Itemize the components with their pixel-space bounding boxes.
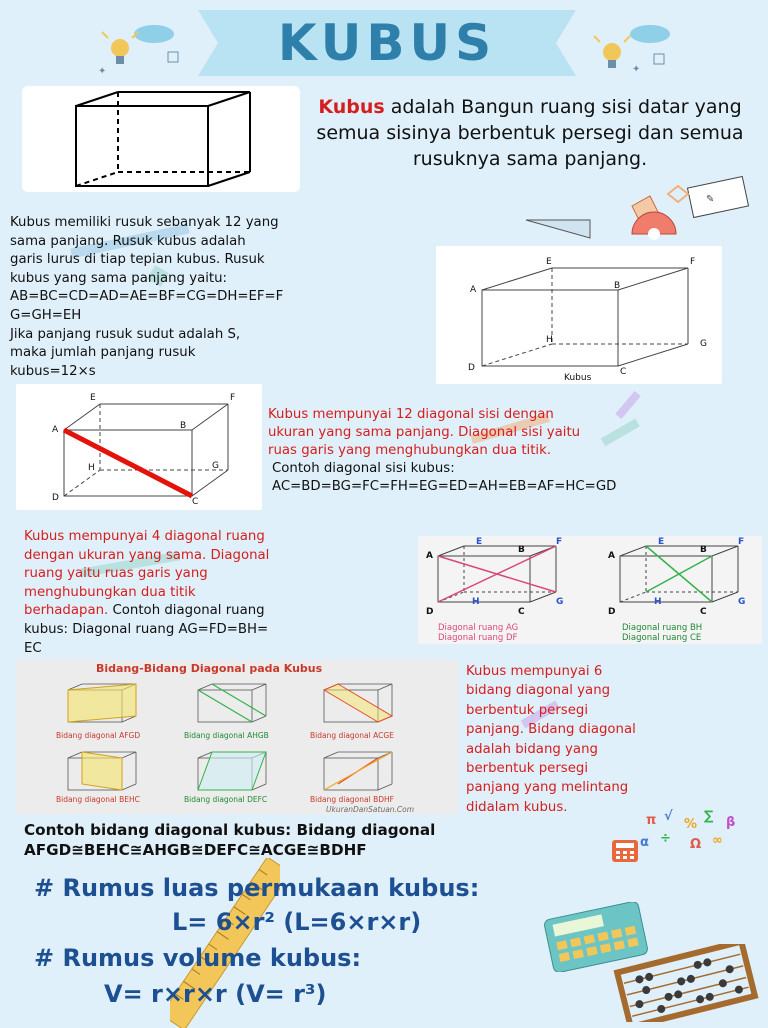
diagonal-planes-line: bidang diagonal yang [466, 683, 611, 699]
diagonal-planes-line: adalah bidang yang [466, 741, 598, 757]
cube-figure [22, 86, 300, 192]
face-diagonal-example-line: Contoh diagonal sisi kubus: [272, 461, 455, 476]
caption-plane-ahgb: Bidang diagonal AHGB [184, 731, 269, 740]
diagonal-planes-example [24, 820, 624, 860]
face-diagonal-paragraph [268, 406, 758, 460]
svg-text:÷: ÷ [660, 831, 671, 846]
space-diagonal-mixed-line [24, 602, 424, 621]
idea-bulb-icon-right [592, 18, 682, 76]
vertex-label-d: D [608, 607, 616, 617]
vertex-label-g: G [212, 461, 219, 471]
diagonal-planes-drawing [16, 660, 458, 814]
diagonal-planes-line: berbentuk persegi [466, 702, 589, 718]
caption-diagonal-ce: Diagonal ruang CE [622, 633, 702, 643]
svg-text:∑: ∑ [704, 809, 714, 824]
vertex-label-d: D [52, 493, 59, 503]
vertex-label-f: F [690, 257, 696, 267]
face-diagonal-line [64, 430, 192, 496]
edges-line: AB=BC=CD=AD=AE=BF=CG=DH=EF=F [10, 289, 284, 305]
vertex-label-h: H [546, 335, 553, 345]
vertex-label-e: E [658, 537, 665, 547]
intro-definition [300, 94, 760, 172]
vertex-label-a: A [52, 425, 59, 435]
svg-text:✦: ✦ [98, 66, 107, 76]
svg-text:Ω: Ω [690, 837, 702, 852]
svg-text:α: α [640, 835, 649, 850]
svg-text:∞: ∞ [712, 833, 723, 848]
vertex-label-c: C [192, 497, 199, 507]
edges-paragraph [10, 214, 420, 381]
space-diagonal-figure [418, 536, 762, 644]
caption-diagonal-ag: Diagonal ruang AG [438, 623, 519, 633]
face-diagonal-line-text: Kubus mempunyai 12 diagonal sisi dengan [268, 407, 554, 422]
vertex-label-c: C [518, 607, 525, 617]
diagonal-planes-figure [16, 660, 458, 814]
vertex-label-h: H [654, 597, 662, 607]
vertex-label-c: C [700, 607, 707, 617]
diagonal-planes-line: berbentuk persegi [466, 761, 589, 777]
caption-plane-bdhf: Bidang diagonal BDHF [310, 795, 394, 804]
caption-plane-acge: Bidang diagonal ACGE [310, 731, 394, 740]
face-diagonal-figure [16, 384, 262, 510]
intro-keyword: Kubus [318, 96, 385, 118]
vertex-label-b: B [180, 421, 187, 431]
svg-text:%: % [684, 817, 698, 832]
diagonal-planes-line: Kubus mempunyai 6 [466, 664, 603, 679]
page-title: KUBUS [277, 14, 497, 72]
vertex-label-g: G [738, 597, 746, 607]
vertex-label-a: A [426, 551, 433, 561]
edges-line: sama panjang. Rusuk kubus adalah [10, 233, 246, 249]
idea-bulb-icon-left [96, 18, 186, 76]
diagonal-planes-example-line: AFGD≅BEHC≅AHGB≅DEFC≅ACGE≅BDHF [24, 841, 367, 859]
cube-caption: Kubus [564, 373, 592, 383]
space-diagonal-example-line: kubus: Diagonal ruang AG=FD=BH= [24, 621, 269, 637]
caption-diagonal-bh: Diagonal ruang BH [622, 623, 703, 633]
space-diagonal-line-text: Kubus mempunyai 4 diagonal ruang [24, 529, 265, 544]
watermark: UkuranDanSatuan.Com [326, 805, 415, 814]
edges-line: G=GH=EH [10, 307, 82, 323]
abacus-icon [612, 944, 762, 1022]
svg-text:✎: ✎ [706, 194, 715, 205]
face-diagonal-example [272, 460, 752, 496]
surface-area-heading: # Rumus luas permukaan kubus: [34, 874, 480, 902]
vertex-label-a: A [608, 551, 615, 561]
volume-heading: # Rumus volume kubus: [34, 944, 362, 972]
surface-area-formula: L= 6×r² (L=6×r×r) [172, 908, 422, 936]
caption-plane-afgd: Bidang diagonal AFGD [56, 731, 141, 740]
edges-line: kubus=12×s [10, 363, 96, 379]
diagonal-planes-paragraph [466, 662, 762, 817]
space-diagonal-line-text: menghubungkan dua titik [24, 584, 196, 600]
svg-text:β: β [726, 815, 736, 830]
vertex-label-b: B [518, 545, 525, 555]
space-diagonal-line-text: dengan ukuran yang sama. Diagonal [24, 547, 270, 563]
vertex-label-b: B [614, 281, 621, 291]
space-diagonal-line-text: berhadapan. [24, 603, 109, 619]
vertex-label-d: D [426, 607, 434, 617]
vertex-label-f: F [738, 537, 745, 547]
space-diagonal-example-intro: Contoh diagonal ruang [108, 603, 265, 619]
diagonal-planes-line: didalam kubus. [466, 799, 568, 815]
space-diagonal-paragraph [24, 528, 424, 658]
cube-drawing [22, 86, 300, 192]
svg-text:✦: ✦ [632, 64, 641, 75]
vertex-label-e: E [546, 257, 552, 267]
edges-line: Kubus memiliki rusuk sebanyak 12 yang [10, 215, 279, 230]
vertex-label-a: A [470, 285, 477, 295]
diagonal-planes-title: Bidang-Bidang Diagonal pada Kubus [96, 662, 323, 675]
vertex-label-h: H [88, 463, 95, 473]
face-diagonal-example-line: AC=BD=BG=FC=FH=EG=ED=AH=EB=AF=HC=GD [272, 479, 617, 494]
edges-line: maka jumlah panjang rusuk [10, 345, 196, 361]
caption-plane-behc: Bidang diagonal BEHC [56, 795, 140, 804]
vertex-label-c: C [620, 367, 627, 377]
volume-formula: V= r×r×r (V= r³) [104, 980, 327, 1008]
svg-text:√: √ [664, 809, 673, 824]
math-symbols-icon [634, 806, 764, 862]
diagonal-planes-line: panjang. Bidang diagonal [466, 722, 636, 738]
face-diagonal-drawing [16, 384, 262, 510]
face-diagonal-line-text: ruas garis yang menghubungkan dua titik. [268, 443, 552, 458]
vertex-label-b: B [700, 545, 707, 555]
space-diagonal-line-text: ruang yaitu ruas garis yang [24, 566, 208, 582]
vertex-label-g: G [556, 597, 564, 607]
caption-diagonal-df: Diagonal ruang DF [438, 633, 518, 643]
caption-plane-defc: Bidang diagonal DEFC [184, 795, 268, 804]
svg-text:π: π [646, 813, 657, 828]
edges-line: Jika panjang rusuk sudut adalah S, [10, 326, 241, 342]
vertex-label-h: H [472, 597, 480, 607]
intro-text: adalah Bangun ruang sisi datar yang semua sisinya berbentuk persegi dan semua rusuknya sama panjang. [316, 96, 744, 170]
vertex-label-e: E [476, 537, 483, 547]
vertex-label-g: G [700, 339, 707, 349]
face-diagonal-line-text: ukuran yang sama panjang. Diagonal sisi yaitu [268, 425, 581, 440]
space-diagonal-drawing [418, 536, 762, 644]
geometry-tools-icon [520, 176, 760, 246]
edges-line: garis lurus di tiap tepian kubus. Rusuk [10, 252, 265, 268]
space-diagonal-example-line: EC [24, 640, 42, 656]
diagonal-planes-line: panjang yang melintang [466, 780, 629, 796]
vertex-label-e: E [90, 393, 96, 403]
vertex-label-f: F [556, 537, 563, 547]
labeled-cube-drawing [436, 246, 722, 384]
vertex-label-f: F [230, 393, 236, 403]
labeled-cube-figure [436, 246, 722, 384]
vertex-label-d: D [468, 363, 475, 373]
edges-line: kubus yang sama panjang yaitu: [10, 270, 228, 286]
diagonal-planes-example-line: Contoh bidang diagonal kubus: Bidang diagonal [24, 821, 436, 839]
